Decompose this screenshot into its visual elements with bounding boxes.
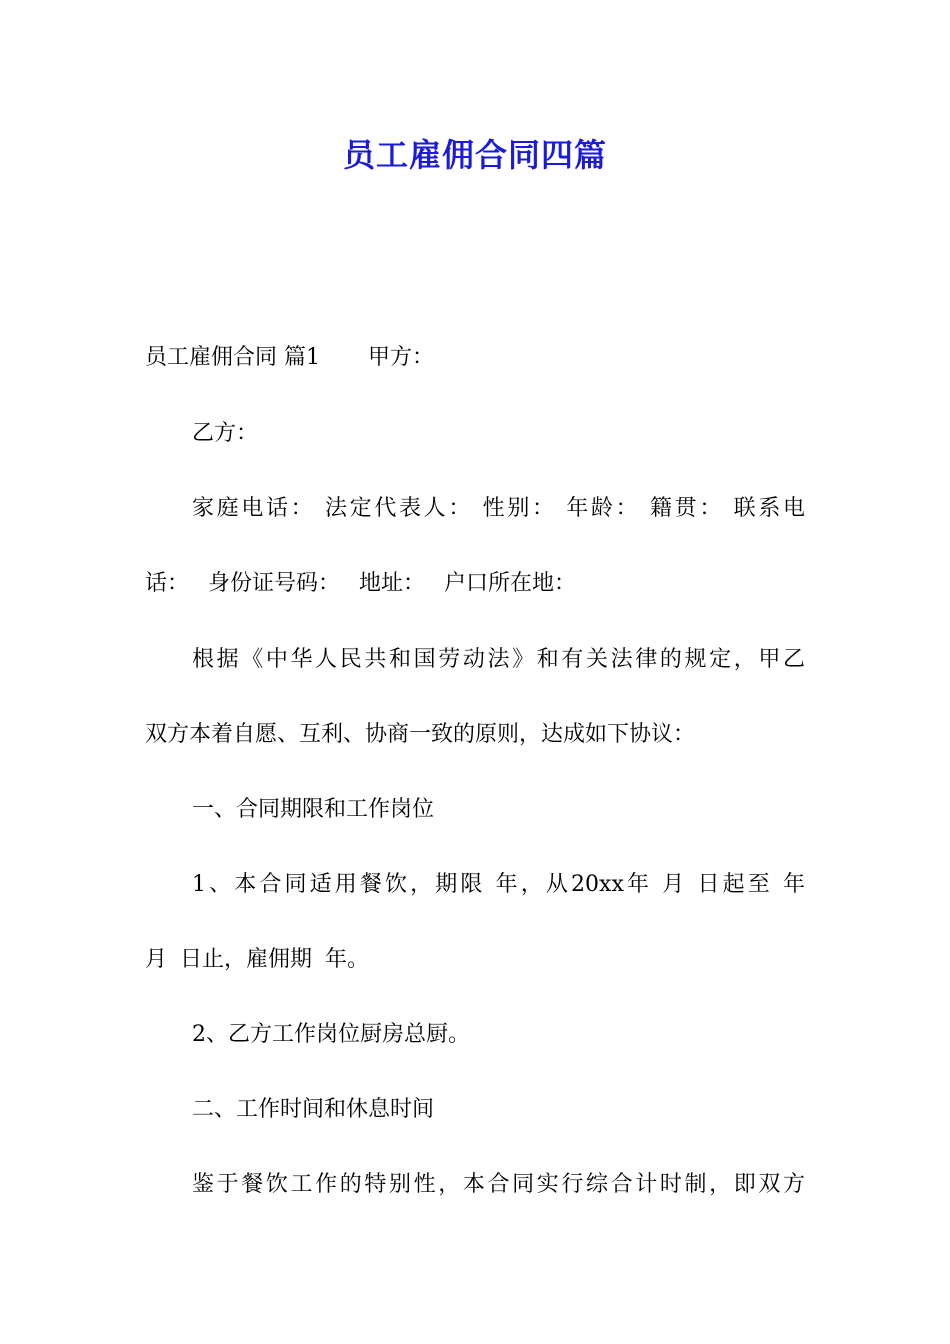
contact-fields-line-2: 话： 身份证号码： 地址： 户口所在地： [145, 571, 576, 596]
section-label: 员工雇佣合同 篇1 [145, 345, 320, 370]
party-b-line: 乙方： [192, 421, 259, 446]
clause-1-line-1: 1、本合同适用餐饮，期限 年，从20xx年 月 日起至 年 [192, 872, 805, 897]
party-a-label: 甲方： [368, 345, 435, 370]
paragraph-intro-line-2: 双方本着自愿、互利、协商一致的原则，达成如下协议： [145, 722, 696, 747]
section-two-paragraph-line-1: 鉴于餐饮工作的特别性，本合同实行综合计时制，即双方 [192, 1172, 805, 1197]
section-heading-line [145, 343, 805, 373]
clause-1-line-2: 月 日止，雇佣期 年。 [145, 947, 369, 972]
document-title: 员工雇佣合同四篇 [342, 136, 607, 174]
section-two-heading: 二、工作时间和休息时间 [192, 1097, 435, 1122]
clause-2-line: 2、乙方工作岗位厨房总厨。 [192, 1022, 470, 1047]
contact-fields-line-1: 家庭电话： 法定代表人： 性别： 年龄： 籍贯： 联系电 [192, 496, 805, 521]
section-one-heading: 一、合同期限和工作岗位 [192, 797, 435, 822]
paragraph-intro-line-1: 根据《中华人民共和国劳动法》和有关法律的规定，甲乙 [192, 647, 805, 672]
